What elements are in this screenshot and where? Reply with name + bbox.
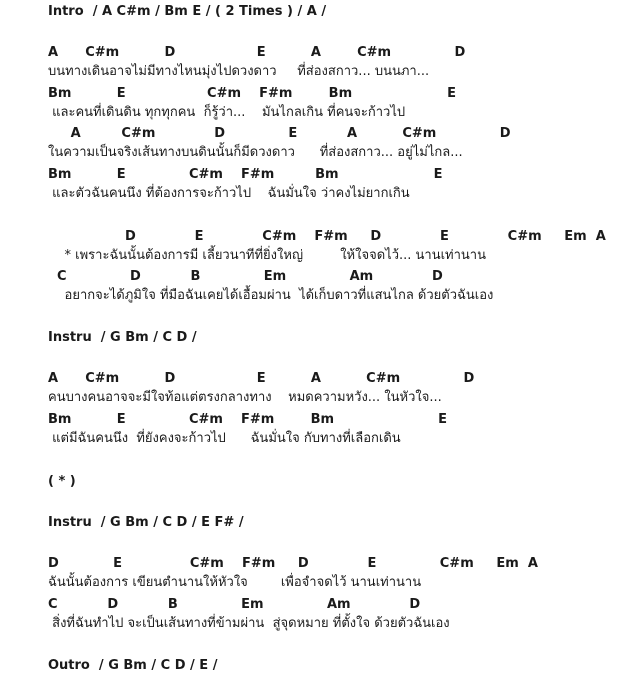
chord-line: A C#m D E A C#m D	[48, 371, 475, 386]
lyric-line: บนทางเดินอาจไม่มีทางไหนมุ่งไปดวงดาว ที่ส่องสกาว... บนนภา...	[48, 64, 430, 79]
chord-line: Bm E C#m F#m Bm E	[48, 167, 443, 182]
instru-line: Instru / G Bm / C D /	[48, 330, 197, 345]
lyric-line: สิ่งที่ฉันทำไป จะเป็นเส้นทางที่ข้ามผ่าน สู่จุดหมาย ที่ตั้งใจ ด้วยตัวฉันเอง	[48, 616, 450, 631]
chord-line: C D B Em Am D	[48, 269, 443, 284]
lyric-line: ฉันนั้นต้องการ เขียนตำนานให้หัวใจ เพื่อจำจดไว้ นานเท่านาน	[48, 575, 422, 590]
lyric-line: และคนที่เดินดิน ทุกทุกคน ก็รู้ว่า... มันไกลเกิน ที่คนจะก้าวไป	[48, 105, 406, 120]
chord-line: D E C#m F#m D E C#m Em A	[48, 556, 538, 571]
instru-line: Instru / G Bm / C D / E F# /	[48, 515, 244, 530]
lyric-line: คนบางคนอาจจะมีใจท้อแต่ตรงกลางทาง หมดความหวัง... ในหัวใจ...	[48, 390, 442, 405]
lyric-line: และตัวฉันคนนึง ที่ต้องการจะก้าวไป ฉันมั่นใจ ว่าคงไม่ยากเกิน	[48, 186, 410, 201]
chord-line: D E C#m F#m D E C#m Em A	[48, 229, 606, 244]
lyric-line: แต่มีฉันคนนึง ที่ยังคงจะก้าวไป ฉันมั่นใจ กับทางที่เลือกเดิน	[48, 431, 401, 446]
intro-line: Intro / A C#m / Bm E / ( 2 Times ) / A /	[48, 4, 327, 19]
chorus-repeat-marker: ( * )	[48, 474, 76, 489]
lyric-line: อยากจะได้ภูมิใจ ที่มือฉันเคยได้เอื้อมผ่าน ได้เก็บดาวที่แสนไกล ด้วยตัวฉันเอง	[48, 288, 494, 303]
chord-line: Bm E C#m F#m Bm E	[48, 86, 457, 101]
lyric-line: * เพราะฉันนั้นต้องการมี เลี้ยวนาทีที่ยิ่งใหญ่ ให้ใจจดไว้... นานเท่านาน	[48, 248, 486, 263]
chord-line: A C#m D E A C#m D	[48, 45, 466, 60]
lyric-line: ในความเป็นจริงเส้นทางบนดินนั้นก็มีดวงดาว ที่ส่องสกาว... อยู่ไม่ไกล...	[48, 145, 463, 160]
chord-line: A C#m D E A C#m D	[48, 126, 511, 141]
chord-line: Bm E C#m F#m Bm E	[48, 412, 447, 427]
outro-line: Outro / G Bm / C D / E /	[48, 658, 218, 673]
chord-line: C D B Em Am D	[48, 597, 421, 612]
